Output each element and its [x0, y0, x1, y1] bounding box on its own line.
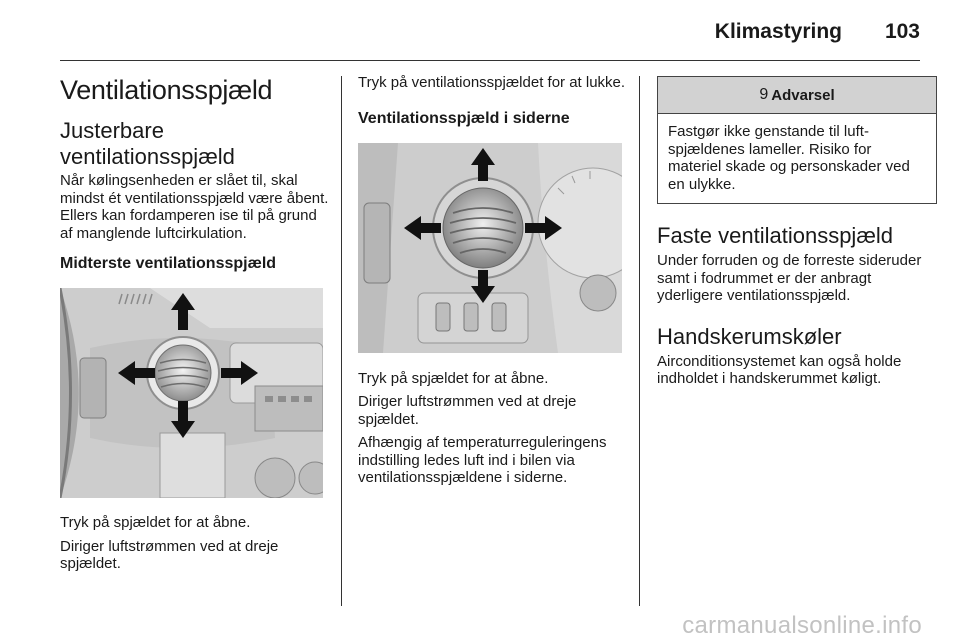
column-divider-2	[639, 76, 640, 606]
column-divider-1	[341, 76, 342, 606]
subsection-title-glovebox-cooler: Handskerumskøler	[657, 323, 842, 349]
glovebox-cooler-text: Airconditionsystemet kan også holde indholdet i handskerummet køligt.	[657, 352, 902, 387]
column-1	[60, 74, 330, 573]
center-vent-open-text: Tryk på spjældet for at åbne.	[60, 514, 251, 531]
column-2	[358, 74, 626, 487]
warning-box	[657, 76, 937, 204]
subsection-title-fixed-vents: Faste ventilationsspjæld	[657, 223, 894, 248]
chapter-title: Klimastyring	[714, 20, 842, 43]
watermark: carmanualsonline.info	[682, 612, 922, 639]
heading-side-vents: Ventilationsspjæld i siderne	[358, 109, 570, 127]
heading-center-vents: Midterste ventilationsspjæld	[60, 255, 277, 272]
fixed-vents-text: Under forruden og de forreste sideruder samt i fodrummet er der anbragt yderligere ventilationsspjæld.	[657, 252, 922, 304]
section-title: Ventilationsspjæld	[60, 75, 273, 105]
warning-icon: 9	[759, 86, 769, 103]
paragraph-cooling-note: Når kølingsenheden er slået til, skal mindst ét ventilationsspjæld være åbent. Ellers kan fordamperen ise til på grund af manglende luftcirkulation.	[60, 172, 329, 242]
subsection-title-adjustable-vents: Justerbare ventilationsspjæld	[60, 118, 235, 169]
column-3	[657, 74, 927, 388]
vent-close-text: Tryk på ventilationsspjældet for at lukke.	[358, 74, 626, 91]
warning-text: Fastgør ikke genstande til luftspjældenes lameller. Risiko for materiel skade og personskader ved en ulykke.	[668, 123, 910, 193]
center-vent-illustration	[60, 288, 323, 498]
header-divider	[60, 60, 920, 61]
side-vent-illustration	[358, 143, 622, 353]
side-vent-direct-text: Diriger luftstrømmen ved at dreje spjældet.	[358, 393, 577, 428]
warning-header	[658, 77, 936, 114]
warning-title: Advarsel	[771, 86, 835, 104]
page-number: 103	[884, 20, 920, 43]
side-vent-temperature-text: Afhængig af temperaturreguleringens indstilling ledes luft ind i bilen via ventilationsspjældene i siderne.	[358, 434, 607, 486]
center-vent-direct-text: Diriger luftstrømmen ved at dreje spjældet.	[60, 537, 279, 572]
side-vent-open-text: Tryk på spjældet for at åbne.	[358, 369, 549, 387]
